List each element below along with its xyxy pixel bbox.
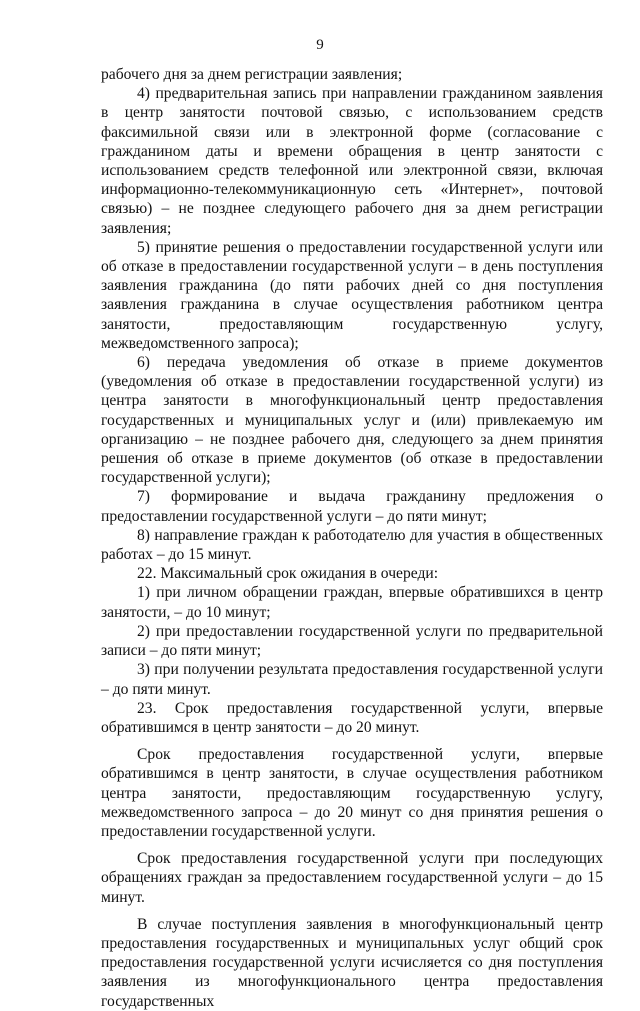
paragraph: рабочего дня за днем регистрации заявления;	[101, 66, 403, 83]
paragraph: Срок предоставления государственной услуги при последующих обращениях граждан за предоставлением государственной услуги – до 15 минут.	[101, 850, 603, 906]
paragraph: 6) передача уведомления об отказе в приеме документов (уведомления об отказе в предоставлении государственной услуги) из центра занятости в многофункциональный центр предоставления государственных и муниципальных услуг и (или) привлекаемую им организацию – не позднее рабочего дня, следующего за днем принятия решения об отказе в приеме документов (об отказе в предоставлении государственной услуги);	[101, 354, 603, 487]
paragraph: 1) при личном обращении граждан, впервые обратившихся в центр занятости, – до 10 минут;	[101, 584, 603, 621]
paragraph: 23. Срок предоставления государственной услуги, впервые обратившимся в центр занятости – до 20 минут.	[101, 699, 603, 736]
paragraph: 5) принятие решения о предоставлении государственной услуги или об отказе в предоставлении государственной услуги – в день поступления заявления гражданина (до пяти рабочих дней со дня поступления заявления гражданина в случае осуществления работником центра занятости, предоставляющим государственную услугу, межведомственного запроса);	[101, 238, 603, 352]
paragraph: В случае поступления заявления в многофункциональный центр предоставления государственных и муниципальных услуг общий срок предоставления государственной услуги исчисляется со дня поступления заявления из многофункционального центра предоставления государственных	[101, 915, 603, 1010]
paragraph: 4) предварительная запись при направлении гражданином заявления в центр занятости почтовой связью, с использованием средств факсимильной связи или в электронной форме (согласование с гражданином даты и времени обращения в центр занятости с использованием средств телефонной или электронной связи, включая информационно-телекоммуникационную сеть «Интернет», почтовой связью) – не позднее следующего рабочего дня за днем регистрации заявления;	[101, 85, 603, 237]
paragraph: 7) формирование и выдача гражданину предложения о предоставлении государственной услуги – до пяти минут;	[101, 488, 603, 525]
body-text	[101, 65, 603, 1011]
paragraph: 3) при получении результата предоставления государственной услуги – до пяти минут.	[101, 661, 603, 698]
paragraph: 2) при предоставлении государственной услуги по предварительной записи – до пяти минут;	[101, 622, 603, 660]
paragraph: 22. Максимальный срок ожидания в очереди:	[137, 565, 439, 583]
paragraph: 8) направление граждан к работодателю для участия в общественных работах – до 15 минут.	[101, 526, 603, 564]
paragraph: Срок предоставления государственной услуги, впервые обратившимся в центр занятости, в случае осуществления работником центра занятости, предоставляющим государственную услугу, межведомственного запроса – до 20 минут со дня принятия решения о предоставлении государственной услуги.	[101, 746, 603, 840]
page-number: 9	[316, 37, 324, 53]
